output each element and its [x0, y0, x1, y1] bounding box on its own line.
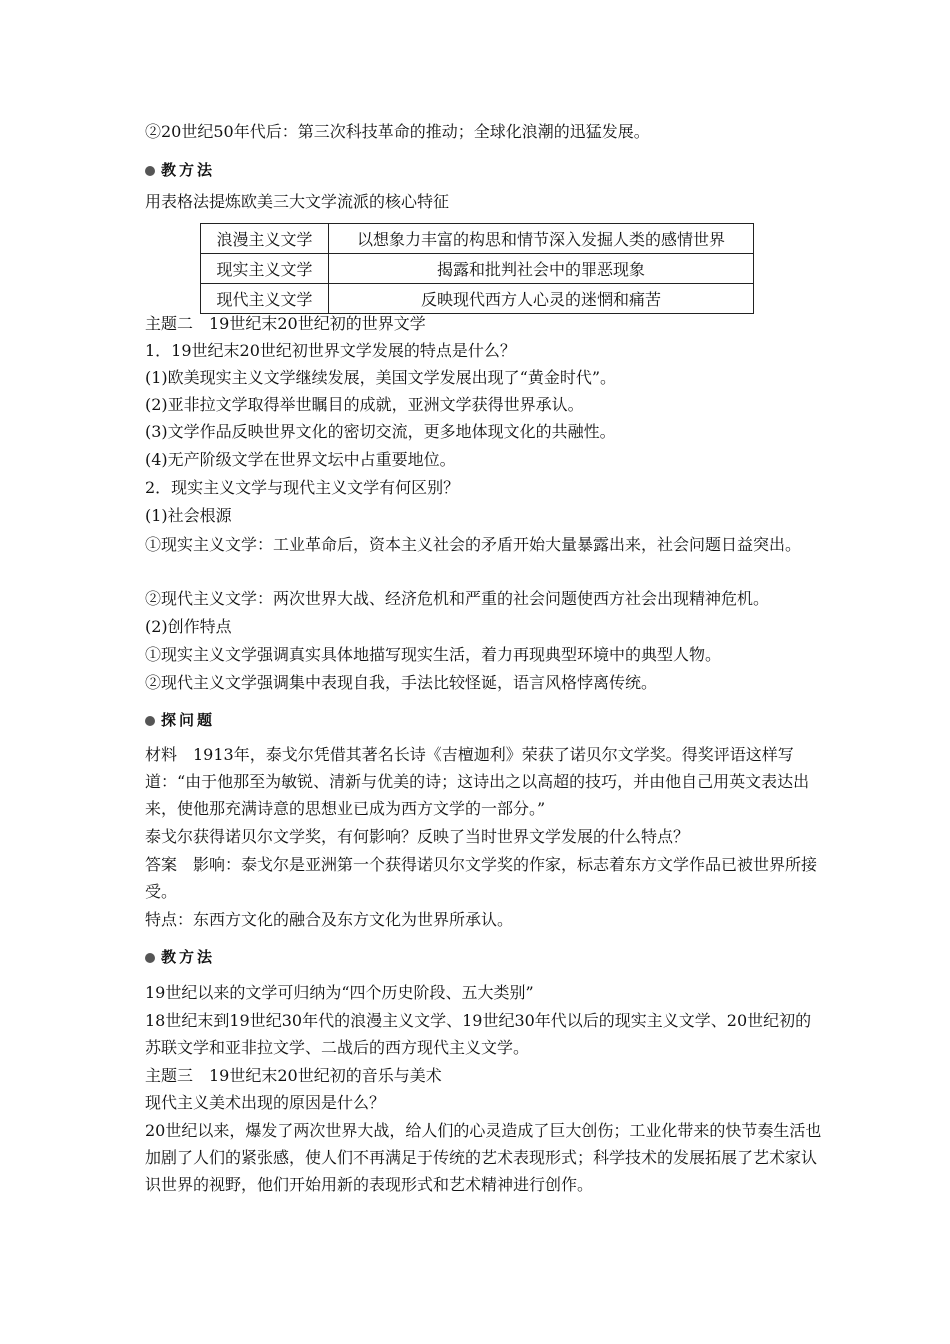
bullet-icon — [145, 716, 155, 726]
bullet-icon — [145, 166, 155, 176]
answer-line: (4)无产阶级文学在世界文坛中占重要地位。 — [145, 450, 456, 469]
table-cell-feature: 以想象力丰富的构思和情节深入发掘人类的感情世界 — [329, 224, 754, 254]
answer-line: (1)欧美现实主义文学继续发展，美国文学发展出现了“黄金时代”。 — [145, 368, 617, 387]
theme-title: 主题三 19世纪末20世纪初的音乐与美术 — [145, 1066, 442, 1085]
heading-text: 探问题 — [161, 711, 216, 729]
subsection-title: (2)创作特点 — [145, 617, 232, 636]
bullet-icon — [145, 953, 155, 963]
summary-line: 19世纪以来的文学可归纳为“四个历史阶段、五大类别” — [145, 983, 534, 1002]
section-heading-explore — [145, 710, 215, 730]
answer-line: (3)文学作品反映世界文化的密切交流，更多地体现文化的共融性。 — [145, 422, 616, 441]
answer-line: (2)亚非拉文学取得举世瞩目的成就，亚洲文学获得世界承认。 — [145, 395, 584, 414]
answer-paragraph: 答案 影响：泰戈尔是亚洲第一个获得诺贝尔文学奖的作家，标志着东方文学作品已被世界所接受。 — [145, 855, 818, 901]
heading-text: 教方法 — [161, 948, 216, 966]
summary-paragraph: 18世纪末到19世纪30年代的浪漫主义文学、19世纪30年代以后的现实主义文学、20世纪初的苏联文学和亚非拉文学、二战后的西方现代主义文学。 — [145, 1011, 812, 1057]
table-cell-school: 现实主义文学 — [201, 254, 329, 284]
answer-line: ②现代主义文学：两次世界大战、经济危机和严重的社会问题使西方社会出现精神危机。 — [145, 589, 770, 608]
table-intro: 用表格法提炼欧美三大文学流派的核心特征 — [145, 192, 450, 211]
table-cell-feature: 反映现代西方人心灵的迷惘和痛苦 — [329, 284, 754, 314]
question-2: 2．现实主义文学与现代主义文学有何区别？ — [145, 478, 460, 497]
answer-paragraph: ①现实主义文学：工业革命后，资本主义社会的矛盾开始大量暴露出来，社会问题日益突出。 — [145, 535, 802, 554]
question-line: 泰戈尔获得诺贝尔文学奖，有何影响？反映了当时世界文学发展的什么特点？ — [145, 827, 690, 846]
heading-text: 教方法 — [161, 161, 216, 179]
answer-line: ①现实主义文学强调真实具体地描写现实生活，着力再现典型环境中的典型人物。 — [145, 645, 722, 664]
material-paragraph: 材料 1913年，泰戈尔凭借其著名长诗《吉檀迦利》荣获了诺贝尔文学奖。得奖评语这样写道：“由于他那至为敏锐、清新与优美的诗；这诗出之以高超的技巧，并由他自己用英文表达出来，使他那充满诗意的思想业已成为西方文学的一部分。” — [145, 745, 810, 818]
table-row — [201, 254, 754, 284]
subsection-title: (1)社会根源 — [145, 506, 232, 525]
table-cell-school: 浪漫主义文学 — [201, 224, 329, 254]
question-1: 1．19世纪末20世纪初世界文学发展的特点是什么？ — [145, 341, 516, 360]
question-line: 现代主义美术出现的原因是什么？ — [145, 1093, 386, 1112]
answer-line: ②现代主义文学强调集中表现自我，手法比较怪诞，语言风格悖离传统。 — [145, 673, 658, 692]
theme-title: 主题二 19世纪末20世纪初的世界文学 — [145, 314, 426, 333]
answer-paragraph: 20世纪以来，爆发了两次世界大战，给人们的心灵造成了巨大创伤；工业化带来的快节奏生活也加剧了人们的紧张感，使人们不再满足于传统的艺术表现形式；科学技术的发展拓展了艺术家认识世界的视野，他们开始用新的表现形式和艺术精神进行创作。 — [145, 1121, 822, 1194]
literature-schools-table — [200, 223, 754, 314]
table-row — [201, 284, 754, 314]
table-cell-school: 现代主义文学 — [201, 284, 329, 314]
paragraph-line: ②20世纪50年代后：第三次科技革命的推动；全球化浪潮的迅猛发展。 — [145, 122, 650, 141]
section-heading-teaching-method — [145, 947, 215, 967]
table-row — [201, 224, 754, 254]
section-heading-teaching-method — [145, 160, 215, 180]
answer-line: 特点：东西方文化的融合及东方文化为世界所承认。 — [145, 910, 514, 929]
table-cell-feature: 揭露和批判社会中的罪恶现象 — [329, 254, 754, 284]
